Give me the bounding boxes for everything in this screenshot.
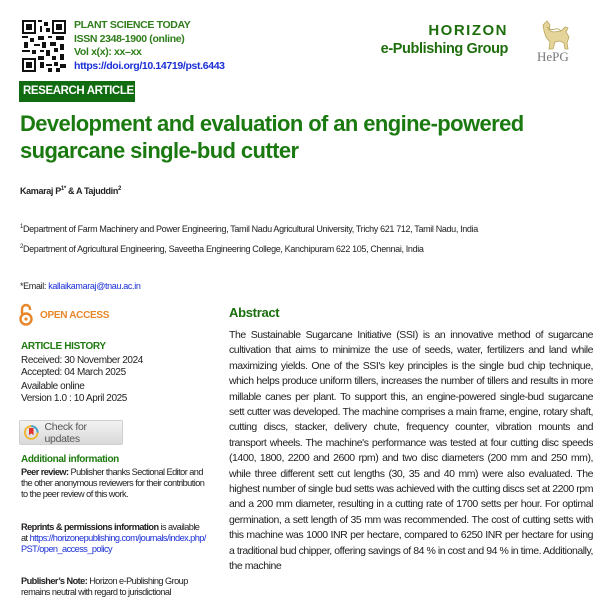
journal-name: PLANT SCIENCE TODAY <box>74 19 191 31</box>
abstract-body: The Sustainable Sugarcane Initiative (SSI) is an innovative method of sugarcane cultivation that aims to minimize the use of seeds, water, fertilizers and land while maximizing yields. One of the SSI's key principles is the single bud chip technique, which helps produce uniform tillers, increases the number of tillers and results in more millable canes per plant. To support this, an engine-powered single-bud sugarcane sett cutter was developed. The machine comprises a main frame, engine, rotary shaft, cutting discs, stacker, delivery chute, frequency counter, vibration mounts and transport wheels. The machine's performance was tested at four cutting disc speeds (1400, 1800, 2200 and 2600 rpm) and two disc diameters (200 mm and 250 mm), while three different sett cut lengths (30, 35 and 40 mm) were also evaluated. The highest number of single bud setts was achieved with the cutting discs set at 2200 rpm and a 200 mm diameter, resulting in a cutting rate of 1700 setts per hour. For optimal germination, a sett length of 35 mm was recommended. The cost of cutting setts with this machine was 1000 INR per hectare, compared to 6250 INR per hectare for using a traditional bud chipper, offering savings of 84 % in cost and 94 % in time. Additionally, the machine <box>229 329 593 573</box>
open-access-lock-icon <box>18 303 34 327</box>
publisher-line1: HORIZON <box>428 22 508 39</box>
reprints-link[interactable]: https://horizonepublishing.com/journals/index.php/PST/open_access_policy <box>21 533 206 555</box>
email-link[interactable]: kallaikamaraj@tnau.ac.in <box>48 281 141 291</box>
publisher-line2: e-Publishing Group <box>380 41 508 57</box>
additional-info-heading: Additional information <box>21 454 119 465</box>
accepted-date: Accepted: 04 March 2025 <box>21 367 126 378</box>
affiliation-marker: 2 <box>20 244 23 250</box>
open-access-label: OPEN ACCESS <box>40 309 110 321</box>
author-affiliation-marker: 1* <box>60 186 66 192</box>
doi-link[interactable]: https://doi.org/10.14719/pst.6443 <box>74 59 225 72</box>
abstract-heading: Abstract <box>229 305 280 320</box>
affiliation <box>20 244 424 254</box>
corresponding-email <box>20 281 141 291</box>
affiliation-text: Department of Agricultural Engineering, Saveetha Engineering College, Kanchipuram 622 105, Chennai, India <box>23 244 424 254</box>
publisher-name <box>381 22 508 58</box>
publisher-logo-text: HePG <box>537 49 569 64</box>
author-separator: & <box>65 186 76 196</box>
qr-code-icon <box>22 20 66 72</box>
version-date: Version 1.0 : 10 April 2025 <box>21 393 127 404</box>
affiliation-marker: 1 <box>20 224 23 230</box>
publisher-note-label: Publisher’s Note: <box>21 576 88 586</box>
open-access-badge <box>18 303 109 327</box>
peer-review-text: Publisher thanks Sectional Editor and the other anonymous reviewers for their contribution to the peer review of this work. <box>21 467 205 500</box>
email-label: *Email: <box>20 281 49 291</box>
author-list <box>20 186 121 196</box>
peer-review-label: Peer review: <box>21 467 69 477</box>
author-name: A Tajuddin <box>75 186 118 196</box>
article-title: Development and evaluation of an engine-powered sugarcane single-bud cutter <box>20 111 524 163</box>
affiliation <box>20 224 478 234</box>
publisher-note <box>21 576 206 598</box>
article-type-badge: RESEARCH ARTICLE <box>19 81 135 102</box>
author-name: Kamaraj P <box>20 186 61 196</box>
available-online: Available online <box>21 381 85 392</box>
crossmark-icon <box>24 424 39 441</box>
journal-issn: ISSN 2348-1900 (online) <box>74 32 185 45</box>
check-for-updates-label: Check for updates <box>44 420 87 445</box>
peer-review-note <box>21 467 206 501</box>
journal-info <box>74 19 225 73</box>
article-history-heading: ARTICLE HISTORY <box>21 341 106 352</box>
publisher-note-text: Horizon e-Publishing Group remains neutral with regard to jurisdictional <box>21 576 188 598</box>
reprints-text: is available at <box>21 522 200 544</box>
affiliation-text: Department of Farm Machinery and Power Engineering, Tamil Nadu Agricultural University, Trichy 621 712, Tamil Nadu, India <box>23 224 478 234</box>
reprints-note <box>21 522 206 556</box>
reprints-label: Reprints & permissions information <box>21 522 159 532</box>
journal-volume: Vol x(x): xx–xx <box>74 46 142 58</box>
author-affiliation-marker: 2 <box>117 186 121 192</box>
check-for-updates-button[interactable] <box>19 420 123 445</box>
received-date: Received: 30 November 2024 <box>21 355 143 366</box>
